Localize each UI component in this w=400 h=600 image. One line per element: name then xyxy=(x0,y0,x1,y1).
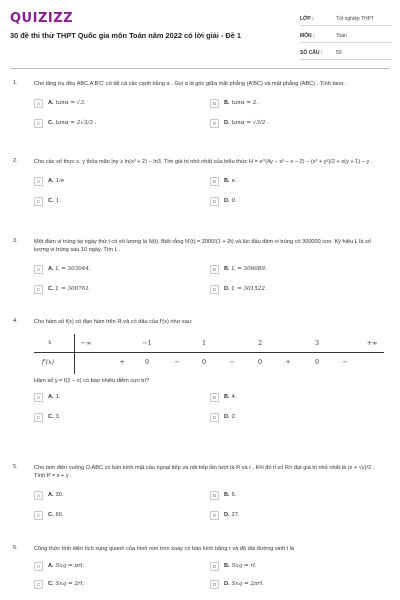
option-a[interactable] xyxy=(34,98,210,108)
option-letter: C. xyxy=(48,512,54,519)
option-text: tanα = √3. xyxy=(55,100,86,107)
question-text: Công thức tính diện tích xung quanh của hình nón tròn xoay có bán kính bằng r và độ dài đường sinh l là xyxy=(34,546,294,552)
option-letter: D. xyxy=(224,198,230,205)
option-key-box: A xyxy=(34,562,43,571)
sign-table-vertical-rule xyxy=(74,334,75,374)
question-number: 2. xyxy=(13,158,18,164)
option-text: L = 303044. xyxy=(55,266,91,273)
option-key-box: B xyxy=(210,265,219,274)
option-letter: D. xyxy=(224,512,230,519)
question-number: 1. xyxy=(13,80,18,86)
sign-table-sign: 0 xyxy=(201,358,207,367)
option-b[interactable] xyxy=(210,561,386,571)
option-key-box: D xyxy=(210,119,219,128)
option-key-box: C xyxy=(34,580,43,589)
meta-value: 50 xyxy=(336,49,342,56)
option-c[interactable] xyxy=(34,412,210,422)
quizizz-logo: QUIZIZZ xyxy=(10,11,74,26)
option-d[interactable] xyxy=(210,196,386,206)
question-number: 6. xyxy=(13,545,18,551)
option-letter: B. xyxy=(224,394,230,401)
option-key-box: B xyxy=(210,177,219,186)
option-letter: A. xyxy=(48,100,54,107)
sign-table-sign: 0 xyxy=(257,358,263,367)
sign-table-sign: − xyxy=(229,358,235,367)
option-text: 30. xyxy=(55,492,64,499)
answer-options xyxy=(34,98,386,128)
question-number: 4. xyxy=(13,318,18,324)
option-letter: B. xyxy=(224,178,230,185)
option-d[interactable] xyxy=(210,284,386,294)
meta-row-subject xyxy=(300,29,392,43)
option-b[interactable] xyxy=(210,264,386,274)
answer-options xyxy=(34,490,386,520)
option-key-box: D xyxy=(210,413,219,422)
option-text: Sxq = πrl. xyxy=(55,563,85,570)
option-key-box: A xyxy=(34,177,43,186)
sign-table-sign: − xyxy=(174,358,180,367)
option-key-box: D xyxy=(210,285,219,294)
meta-row-question-count xyxy=(300,46,392,60)
option-letter: C. xyxy=(48,286,54,293)
option-text: tanα = 2. xyxy=(231,100,259,107)
option-key-box: C xyxy=(34,197,43,206)
document-title: 30 đề thi thử THPT Quốc gia môn Toán năm 2022 có lời giải - Đề 1 xyxy=(10,31,241,40)
option-text: Sxq = 2πrl. xyxy=(231,581,264,588)
option-letter: D. xyxy=(224,120,230,127)
option-letter: C. xyxy=(48,120,54,127)
option-a[interactable] xyxy=(34,392,210,402)
option-c[interactable] xyxy=(34,579,210,589)
option-a[interactable] xyxy=(34,490,210,500)
question-text: Cho tam diện vuông O.ABC có bán kính mặt cầu ngoại tiếp và nội tiếp lần lượt là R và r . Khi đó tỉ số R/r đạt giá trị nhỏ nhất là (x + √y)/2 . Tính P = x + y . xyxy=(34,465,375,480)
option-text: 2. xyxy=(231,414,237,421)
question-2 xyxy=(10,158,390,206)
option-text: Sxq = rl. xyxy=(231,563,257,570)
option-key-box: A xyxy=(34,491,43,500)
option-letter: D. xyxy=(224,414,230,421)
option-d[interactable] xyxy=(210,579,386,589)
option-c[interactable] xyxy=(34,118,210,128)
sign-table xyxy=(34,334,384,374)
option-text: tanα = 2√3/3 . xyxy=(55,120,97,127)
meta-value: Toán xyxy=(336,32,347,39)
sign-table-derivative-label: f'(x) xyxy=(42,359,54,367)
question-text: Một đám vi trùng tại ngày thứ t có số lượng là N(t). Biết rằng N'(t) = 2000/(1 + 2t) và lúc đầu đám vi trùng có 300000 con. Ký hiệu L là số lượng vi trùng sau 10 ngày. Tìm L . xyxy=(34,239,371,254)
option-text: 3. xyxy=(55,414,61,421)
option-key-box: A xyxy=(34,265,43,274)
option-key-box: C xyxy=(34,413,43,422)
option-c[interactable] xyxy=(34,196,210,206)
option-a[interactable] xyxy=(34,264,210,274)
question-5 xyxy=(10,464,390,520)
option-key-box: C xyxy=(34,511,43,520)
option-letter: A. xyxy=(48,394,54,401)
option-key-box: B xyxy=(210,491,219,500)
question-text: Cho các số thực x, y thỏa mãn lny ≥ ln(x³ + 2) − ln3. Tìm giá trị nhỏ nhất của biểu thức H = e^(4y − x³ − x − 2) − (x² + y²)/2 + x(y + 1) − y . xyxy=(34,159,373,165)
option-text: L = 301522. xyxy=(231,286,267,293)
option-d[interactable] xyxy=(210,510,386,520)
question-4 xyxy=(10,318,390,422)
option-text: tanα = √3/2 . xyxy=(231,120,269,127)
question-6 xyxy=(10,545,390,589)
question-follow-up: Hàm số y = f(2 − x) có bao nhiêu điểm cực trị? xyxy=(34,378,150,385)
option-letter: B. xyxy=(224,266,230,273)
sign-table-x-label: x xyxy=(48,339,52,347)
option-b[interactable] xyxy=(210,490,386,500)
option-key-box: B xyxy=(210,393,219,402)
option-b[interactable] xyxy=(210,392,386,402)
option-key-box: B xyxy=(210,99,219,108)
option-text: 6. xyxy=(231,492,237,499)
option-text: Sxq = 2rl. xyxy=(55,581,85,588)
option-text: L = 300761. xyxy=(55,286,91,293)
question-number: 5. xyxy=(13,464,18,470)
question-text: Cho hàm số f(x) có đạo hàm trên ℝ và có dấu của f'(x) như sau: xyxy=(34,319,193,325)
answer-options xyxy=(34,561,386,589)
option-letter: D. xyxy=(224,286,230,293)
option-key-box: A xyxy=(34,99,43,108)
option-text: 4. xyxy=(231,394,237,401)
meta-key: MÔN : xyxy=(300,32,315,39)
option-text: 27. xyxy=(231,512,240,519)
option-d[interactable] xyxy=(210,118,386,128)
answer-options xyxy=(34,176,386,206)
option-letter: D. xyxy=(224,581,230,588)
sign-table-x-value: 1 xyxy=(201,339,207,348)
option-letter: C. xyxy=(48,581,54,588)
sign-table-sign: 0 xyxy=(144,358,150,367)
option-letter: B. xyxy=(224,492,230,499)
option-key-box: B xyxy=(210,562,219,571)
question-number: 3. xyxy=(13,238,18,244)
answer-options xyxy=(34,264,386,294)
option-letter: A. xyxy=(48,266,54,273)
option-letter: C. xyxy=(48,198,54,205)
sign-table-sign: 0 xyxy=(314,358,320,367)
option-text: 60. xyxy=(55,512,64,519)
answer-options xyxy=(34,392,386,422)
sign-table-x-value: −1 xyxy=(142,339,152,348)
option-a[interactable] xyxy=(34,176,210,186)
option-letter: A. xyxy=(48,178,54,185)
question-3 xyxy=(10,238,390,294)
sign-table-x-value: −∞ xyxy=(80,339,92,348)
option-letter: B. xyxy=(224,563,230,570)
meta-key: LỚP : xyxy=(300,15,314,22)
option-letter: A. xyxy=(48,563,54,570)
option-a[interactable] xyxy=(34,561,210,571)
meta-panel xyxy=(300,12,392,63)
option-b[interactable] xyxy=(210,98,386,108)
option-key-box: D xyxy=(210,511,219,520)
option-text: 1/e xyxy=(55,178,65,185)
meta-value: Tốt nghiệp THPT xyxy=(336,15,374,22)
sign-table-sign: − xyxy=(342,358,348,367)
option-b[interactable] xyxy=(210,176,386,186)
option-letter: C. xyxy=(48,414,54,421)
option-key-box: C xyxy=(34,285,43,294)
sign-table-horizontal-rule xyxy=(34,352,384,353)
option-c[interactable] xyxy=(34,284,210,294)
option-text: 1. xyxy=(55,198,61,205)
option-d[interactable] xyxy=(210,412,386,422)
option-text: 0. xyxy=(231,198,237,205)
option-key-box: A xyxy=(34,393,43,402)
option-text: e. xyxy=(231,178,237,185)
option-letter: A. xyxy=(48,492,54,499)
sign-table-x-value: +∞ xyxy=(366,339,378,348)
question-1 xyxy=(10,80,390,128)
option-key-box: D xyxy=(210,197,219,206)
meta-row-class xyxy=(300,12,392,26)
option-key-box: D xyxy=(210,580,219,589)
option-text: L = 306089. xyxy=(231,266,267,273)
option-letter: B. xyxy=(224,100,230,107)
header-divider xyxy=(10,68,390,69)
option-text: 1. xyxy=(55,394,61,401)
sign-table-sign: + xyxy=(119,358,125,367)
sign-table-sign: + xyxy=(285,358,291,367)
meta-key: SỐ CÂU : xyxy=(300,49,323,56)
sign-table-x-value: 3 xyxy=(314,339,320,348)
sign-table-x-value: 2 xyxy=(257,339,263,348)
option-c[interactable] xyxy=(34,510,210,520)
question-text: Cho lăng trụ đều ABC.A'B'C' có tất cả các cạnh bằng a . Gọi α là góc giữa mặt phẳng (A'BC) và mặt phẳng (ABC) . Tính tanα . xyxy=(34,81,347,87)
option-key-box: C xyxy=(34,119,43,128)
